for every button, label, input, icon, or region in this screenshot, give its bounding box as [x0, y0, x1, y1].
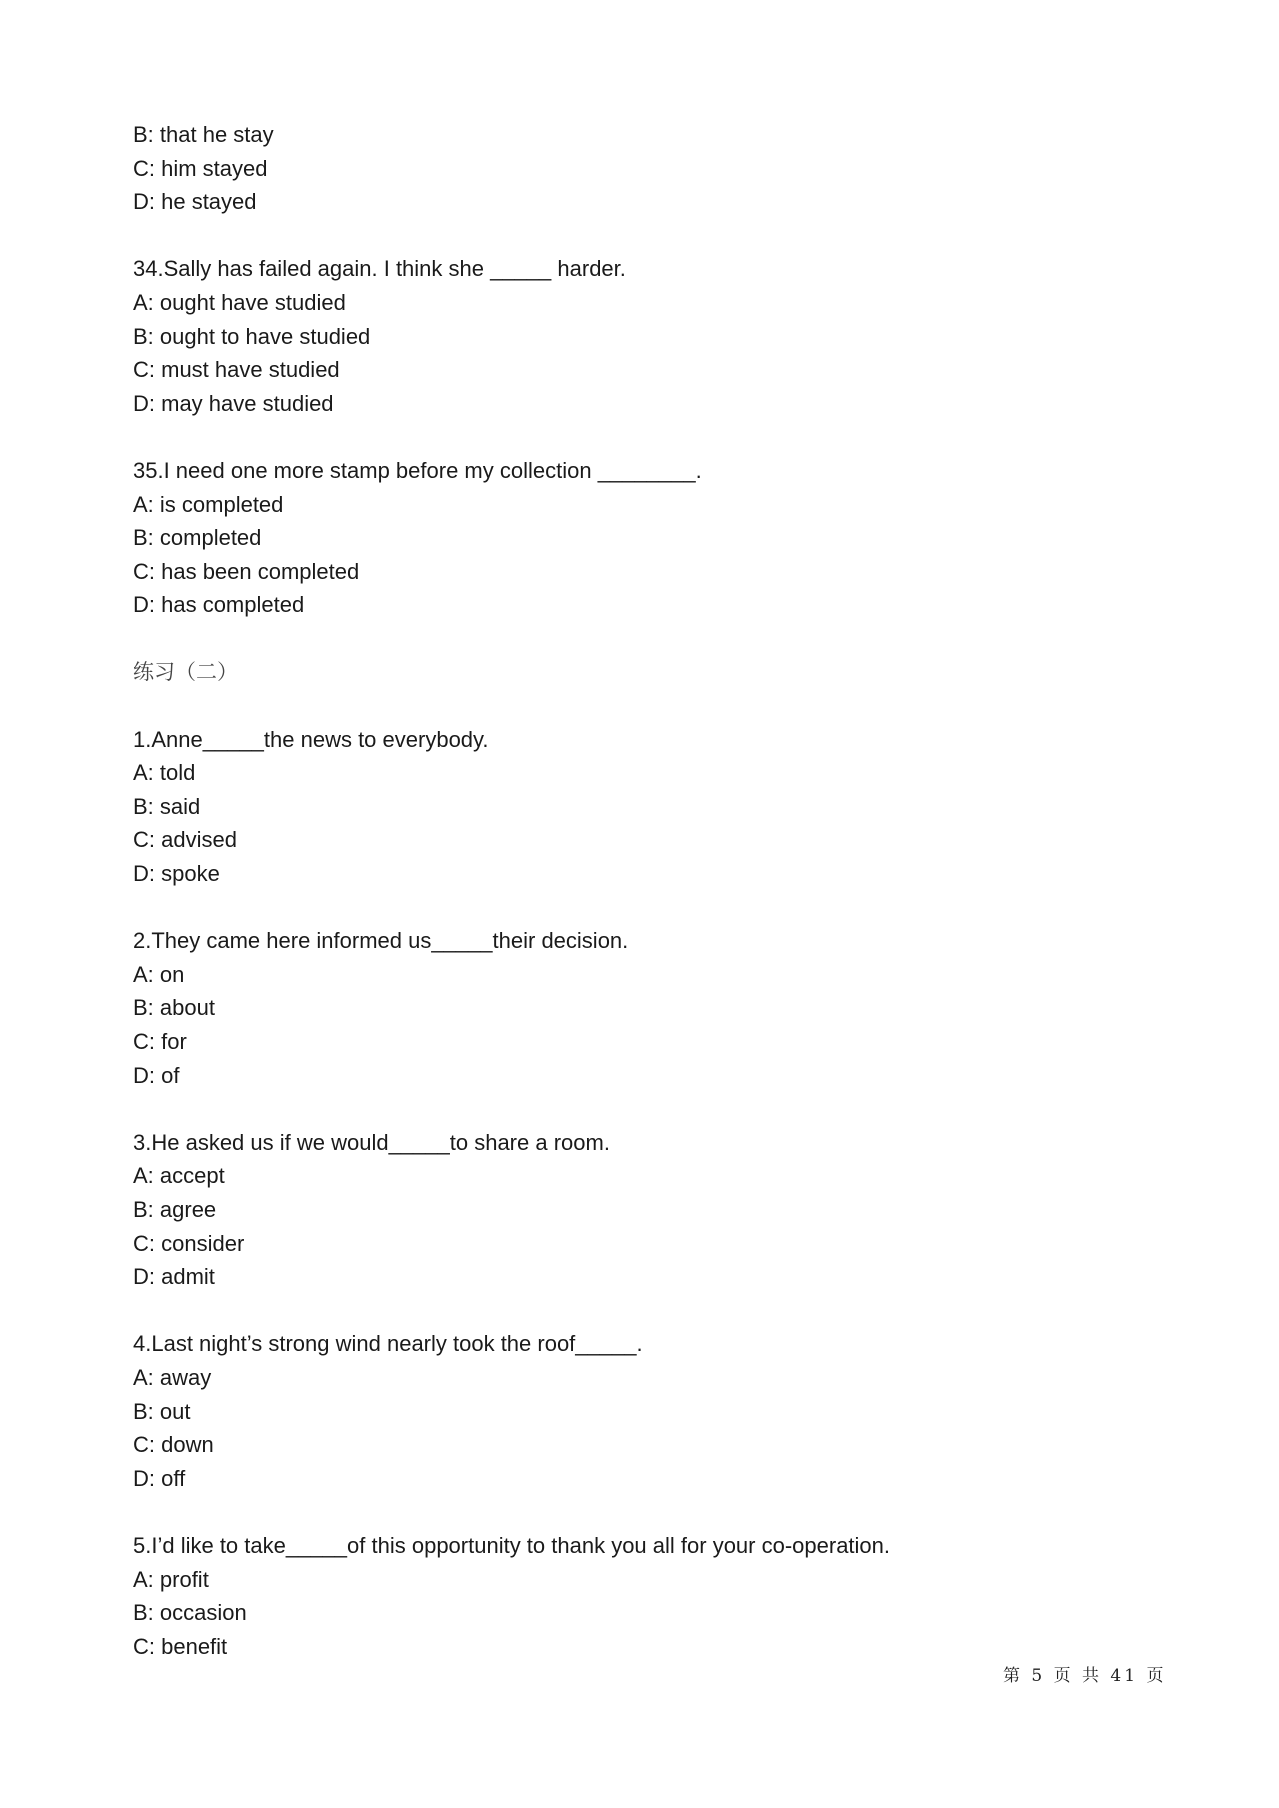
- option-b: B: completed: [133, 525, 262, 551]
- option-d: D: may have studied: [133, 390, 334, 416]
- option-c: C: benefit: [133, 1633, 228, 1659]
- option-d: D: of: [133, 1062, 180, 1088]
- option-a: A: on: [133, 961, 185, 987]
- option-b: B: out: [133, 1398, 191, 1424]
- question-34: 34.Sally has failed again. I think she _____ harder.: [133, 256, 626, 282]
- spacer: [133, 420, 1173, 454]
- spacer: [133, 1495, 1173, 1529]
- option-c: C: advised: [133, 827, 237, 853]
- option-b: B: said: [133, 793, 201, 819]
- option-b: B: about: [133, 995, 215, 1021]
- option-d: D: spoke: [133, 861, 220, 887]
- option-a: A: is completed: [133, 491, 284, 517]
- option-c: C: must have studied: [133, 357, 340, 383]
- option-a: A: ought have studied: [133, 289, 346, 315]
- document-body: [133, 118, 1173, 1663]
- option-a: A: accept: [133, 1163, 225, 1189]
- spacer: [133, 1092, 1173, 1126]
- option-c: C: consider: [133, 1230, 245, 1256]
- spacer: [133, 219, 1173, 253]
- option-b: B: ought to have studied: [133, 323, 371, 349]
- question-3: 3.He asked us if we would_____to share a room.: [133, 1129, 610, 1155]
- question-2: 2.They came here informed us_____their decision.: [133, 928, 629, 954]
- option-d: D: he stayed: [133, 189, 257, 215]
- question-35: 35.I need one more stamp before my collection ________.: [133, 457, 702, 483]
- option-c: C: him stayed: [133, 155, 268, 181]
- section-title: 练习（二）: [133, 659, 238, 684]
- spacer: [133, 891, 1173, 925]
- option-b: B: agree: [133, 1197, 217, 1222]
- spacer: [133, 689, 1173, 723]
- page-number: 第 5 页 共 41 页: [1003, 1666, 1167, 1686]
- spacer: [133, 622, 1173, 656]
- spacer: [133, 1294, 1173, 1328]
- option-b: B: that he stay: [133, 122, 274, 147]
- option-d: D: has completed: [133, 592, 305, 618]
- option-d: D: admit: [133, 1264, 215, 1290]
- option-a: A: away: [133, 1364, 212, 1390]
- option-b: B: occasion: [133, 1600, 247, 1626]
- option-c: C: has been completed: [133, 558, 360, 584]
- option-a: A: profit: [133, 1566, 209, 1592]
- option-a: A: told: [133, 760, 196, 786]
- question-1: 1.Anne_____the news to everybody.: [133, 726, 489, 752]
- option-c: C: for: [133, 1029, 187, 1055]
- question-5: 5.I’d like to take_____of this opportunity to thank you all for your co-operation.: [133, 1532, 891, 1558]
- option-d: D: off: [133, 1465, 186, 1491]
- question-4: 4.Last night’s strong wind nearly took the roof_____.: [133, 1331, 643, 1357]
- option-c: C: down: [133, 1432, 214, 1458]
